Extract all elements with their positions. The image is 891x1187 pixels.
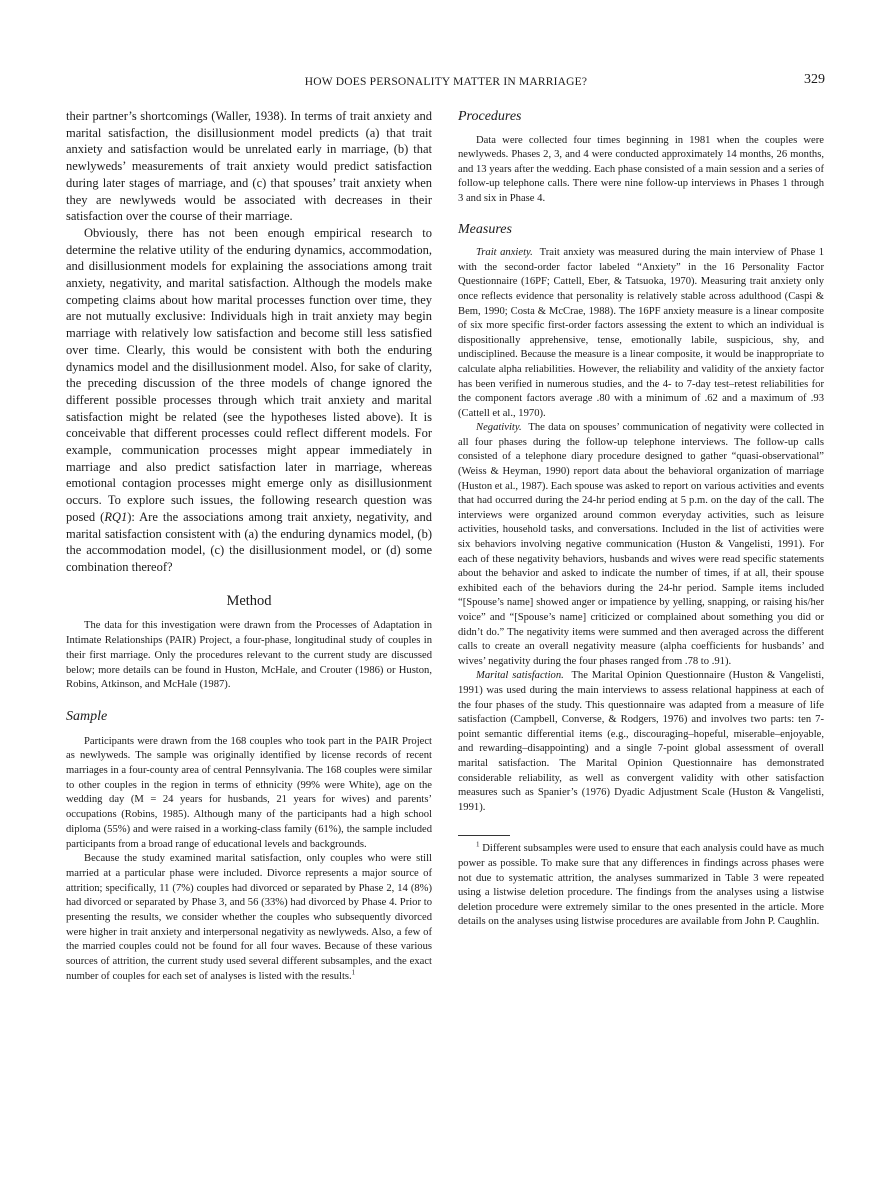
footnote <box>458 842 824 930</box>
paragraph-models-discussion <box>66 225 432 576</box>
trait-anxiety-label: Trait anxiety. <box>476 247 533 259</box>
method-heading: Method <box>226 592 272 609</box>
paragraph-procedures: Data were collected four times beginning in 1981 when the couples were newlyweds. Phases 2, 3, and 4 were conducted approximately 14 months, 26 months, and 13 years after the wedding. Each phase consisted of a main session and a series of follow-up telephone calls. There were nine follow-up interviews in Phases 1 through 3 and six in Phase 4. <box>458 134 824 204</box>
paragraph-negativity <box>458 421 824 669</box>
negativity-label: Negativity. <box>476 422 522 434</box>
right-column <box>458 108 824 930</box>
research-question-label: RQ1 <box>104 509 128 524</box>
running-head: HOW DOES PERSONALITY MATTER IN MARRIAGE? <box>304 76 588 88</box>
page-number: 329 <box>804 72 825 87</box>
paragraph-trait-anxiety <box>458 246 824 421</box>
trait-anxiety-text: Trait anxiety was measured during the main interview of Phase 1 with the second-order factor labeled “Anxiety” in the 16 Personality Factor Questionnaire (16PF; Cattell, Eber, & Tatsuoka, 1970). Measuring trait anxiety only once reflects evidence that personality is relatively stable across adulthood (Caspi & Bem, 1990; Costa & McCrae, 1988). The 16PF anxiety measure is a linear composite of six more specific first-order factors assessing the extent to which an individual is dispositionally apprehensive, tense, emotionally labile, suspicious, shy, and undisciplined. Because the measure is a linear composite, it would be inappropriate to calculate alpha reliabilities. However, the reliability and validity of the anxiety factor has been verified in numerous studies, and the 4- to 7-day test–retest reliabilities for the component factors average .80 with a minimum of .62 and a maximum of .93 (Cattell et al., 1970). <box>458 247 824 419</box>
paragraph-sample-1: Participants were drawn from the 168 couples who took part in the PAIR Project as newlyweds. The sample was originally identified by license records of recent marriages in a four-county area of central Pennsylvania. The 168 couples were similar to other couples in the region in terms of ethnicity (99% were White), age on the wedding day (M = 24 years for husbands, 21 years for wives) and parents’ occupations (Robins, 1985). Although many of the participants had a high school diploma (55%) and were raised in a working-class family (61%), the sample included participants from a broad range of educational levels and backgrounds. <box>66 735 432 850</box>
footnote-number: 1 <box>476 840 480 849</box>
negativity-text: The data on spouses’ communication of negativity were collected in all four phases during the follow-up telephone interviews. The follow-up calls consisted of a telephone diary procedure designed to gather “quasi-observational” (Weiss & Heyman, 1990) report data about the behavioral organization of marriage (Huston et al., 1987). Each spouse was asked to report on various activities and events that had occurred during the 24-hr period ending at 5 p.m. on the day of the call. The interviews were organized around common everyday activities, such as leisure activities, household tasks, and conversations. Included in the list of activities were six behaviors involving negative communication (Huston & Vangelisti, 1991). For each of these negativity behaviors, husbands and wives were read specific statements about the behavior and asked to indicate the number of times, if at all, their spouse exhibited each of the behaviors during the 24-hr period. Sample items included “[Spouse’s name] showed anger or impatience by yelling, snapping, or raising his/her voice” and “[Spouse’s name] criticized or complained about something you did or didn’t do.” The negativity items were summed and then averaged across the different calls to create an overall negativity measure (alpha coefficients for husbands’ and wives’ negativity during the four phases ranged from .78 to .91). <box>458 422 825 667</box>
paragraph-models-text-b: ): Are the associations among trait anxiety, negativity, and marital satisfaction consistent with (a) the enduring dynamics model, (b) the accommodation model, (c) the disillusionment model, or (d) some combination thereof? <box>66 509 433 574</box>
sample-heading: Sample <box>66 708 108 724</box>
measures-heading: Measures <box>458 221 512 237</box>
marital-satisfaction-text: The Marital Opinion Questionnaire (Huston & Vangelisti, 1991) was used during the main interviews to assess relational happiness at each of the four phases of the study. This questionnaire was adapted from a measure of life satisfaction (Campbell, Converse, & Rodgers, 1976) and involves two parts: ten 7-point semantic differential items (e.g., discouraging–hopeful, miserable–enjoyable, and rewarding–disappointing) and a single 7-point global assessment of overall marital satisfaction. The Marital Opinion Questionnaire has demonstrated considerable reliability, as well as convergent validity with other satisfaction measures such as Spanier’s (1976) Dyadic Adjustment Scale (Huston & Vangelisti, 1991). <box>458 670 824 813</box>
procedures-heading: Procedures <box>458 109 522 124</box>
paragraph-models-text-a: Obviously, there has not been enough empirical research to determine the relative utility of the enduring dynamics, accommodation, and disillusionment models for explaining the associations among trait anxiety, negativity, and marital satisfaction. Although the models make competing claims about how marital processes function over time, they are not mutually exclusive: Individuals high in trait anxiety may begin marriage with relatively low satisfaction and become still less satisfied over time. Clearly, this would be consistent with both the enduring dynamics model and the disillusionment model. Also, for sake of clarity, the preceding discussion of the three models of change ignored the different possible processes through which trait anxiety and marital satisfaction might be related (see the hypotheses listed above). It is conceivable that different processes could reflect different models. For example, communication processes might appear immediately in marriage and also predict satisfaction later in marriage, whereas emotional contagion processes might emerge only as disillusionment occurs. To explore such issues, the following research question was posed ( <box>66 225 432 524</box>
paragraph-method: The data for this investigation were drawn from the Processes of Adaptation in Intimate Relationships (PAIR) Project, a four-phase, longitudinal study of couples in their first marriage. Only the procedures relevant to the current study are discussed below; more details can be found in Huston, McHale, and Crouter (1986) or Huston, Robins, Atkinson, and McHale (1987). <box>66 620 432 691</box>
footnote-marker: 1 <box>351 968 356 977</box>
paragraph-sample-2 <box>66 852 432 984</box>
left-column <box>66 108 432 985</box>
paragraph-disillusionment: their partner’s shortcomings (Waller, 1938). In terms of trait anxiety and marital satisfaction, the disillusionment model predicts (a) that trait anxiety and satisfaction would be unrelated early in marriage, (b) that newlyweds’ measurements of trait anxiety would predict satisfaction during later stages of marriage, and (c) that spouses’ trait anxiety when they are newlyweds would be associated with decreases in their satisfaction over the course of their marriage. <box>66 109 432 224</box>
paragraph-marital-satisfaction <box>458 669 824 815</box>
footnote-divider <box>458 835 510 836</box>
paragraph-sample-2-text: Because the study examined marital satisfaction, only couples who were still married at a particular phase were included. Divorce represents a major source of attrition; specifically, 11 (7%) couples had divorced or separated by Phase 2, 14 (8%) had divorced or separated by Phase 3, and 56 (33%) had divorced by Phase 4. Prior to presenting the results, we consider whether the couples who subsequently divorced were higher in trait anxiety and interpersonal negativity as newlyweds. Also, a few of the married couples could not be found for all four waves. Because of these various sources of attrition, the current study used several different subsamples, and the exact number of couples for each set of analyses is listed with the results. <box>66 853 432 982</box>
marital-satisfaction-label: Marital satisfaction. <box>476 670 564 682</box>
footnote-text: Different subsamples were used to ensure that each analysis could have as much power as possible. To make sure that any differences in findings across phases were not due to systematic attrition, the analyses summarized in Table 3 were repeated using a listwise deletion procedure. The findings from the analyses using a listwise deletion procedure were extremely similar to the ones presented in the article. More details on the analyses using listwise procedures are available from John P. Caughlin. <box>458 843 824 928</box>
